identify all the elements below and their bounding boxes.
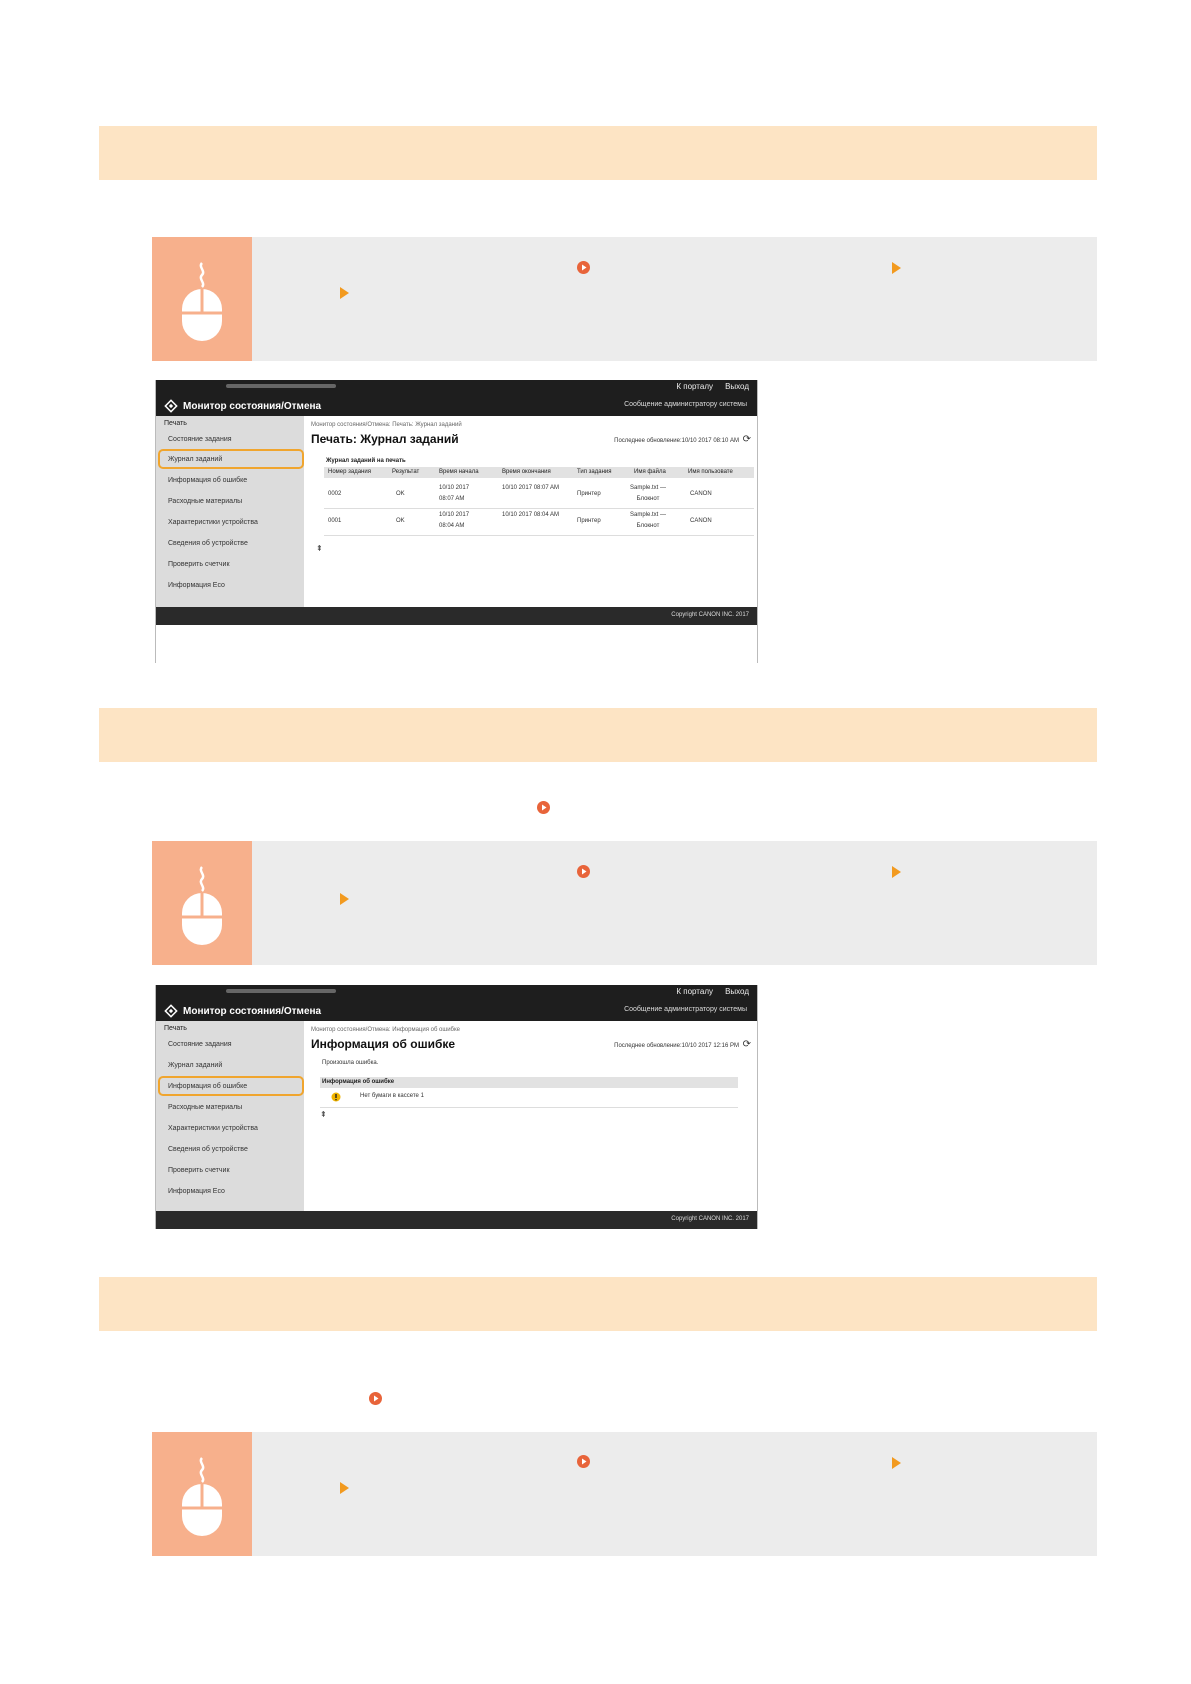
admin-message-link[interactable]: Сообщение администратору системы	[624, 401, 747, 408]
col-result: Результат	[392, 469, 420, 475]
top-bar	[156, 380, 757, 416]
footer	[156, 1211, 757, 1229]
tip-box	[152, 841, 1097, 965]
cell-file-name: Sample.txt — Блокнот	[629, 485, 666, 502]
circle-arrow-icon[interactable]	[368, 1391, 383, 1406]
cell-job-type: Принтер	[577, 491, 601, 497]
triangle-right-icon	[892, 262, 901, 274]
refresh-icon[interactable]: ⟳	[742, 434, 751, 445]
canon-diamond-logo-icon	[164, 1004, 178, 1018]
col-end-time: Время окончания	[502, 469, 551, 475]
section-header-band	[99, 126, 1097, 180]
col-file-name: Имя файла	[634, 469, 666, 475]
cell-user-name: CANON	[690, 518, 712, 524]
breadcrumb: Монитор состояния/Отмена: Печать: Журнал заданий	[311, 422, 462, 428]
portal-link[interactable]: К порталу	[676, 382, 713, 391]
cell-end-time: 10/10 2017 08:07 AM	[502, 485, 560, 491]
circle-arrow-icon[interactable]	[536, 800, 551, 815]
cell-job-number: 0001	[328, 518, 342, 524]
sidebar-item-eco-info[interactable]: Информация Eco	[168, 582, 225, 589]
copyright: Copyright CANON INC. 2017	[671, 612, 749, 618]
cell-user-name: CANON	[690, 491, 712, 497]
tip-icon-area	[152, 841, 252, 965]
sidebar-item-consumables[interactable]: Расходные материалы	[168, 1104, 243, 1111]
triangle-right-icon	[340, 893, 349, 905]
sidebar-item-job-status[interactable]: Состояние задания	[168, 436, 232, 443]
sidebar-item-device-features[interactable]: Характеристики устройства	[168, 1125, 258, 1132]
error-header: Информация об ошибке	[322, 1079, 395, 1085]
col-user-name: Имя пользовате	[688, 469, 733, 475]
blurred-device-name	[226, 989, 336, 993]
scroll-top-icon[interactable]: ⇞	[316, 544, 323, 553]
main-content	[304, 416, 757, 607]
section-header-band	[99, 1277, 1097, 1331]
triangle-right-icon	[892, 1457, 901, 1469]
col-job-number: Номер задания	[328, 469, 371, 475]
page-title: Печать: Журнал заданий	[311, 432, 459, 446]
sidebar-item-device-info[interactable]: Сведения об устройстве	[168, 540, 248, 547]
logout-link[interactable]: Выход	[725, 987, 749, 996]
sidebar-item-check-counter[interactable]: Проверить счетчик	[168, 1167, 230, 1174]
mouse-icon	[178, 1452, 226, 1540]
refresh-icon[interactable]: ⟳	[742, 1039, 751, 1050]
tip-icon-area	[152, 1432, 252, 1556]
sidebar-item-check-counter[interactable]: Проверить счетчик	[168, 561, 230, 568]
warning-icon	[331, 1092, 341, 1102]
portal-link[interactable]: К порталу	[676, 987, 713, 996]
sidebar-item-consumables[interactable]: Расходные материалы	[168, 498, 243, 505]
sidebar-heading: Печать	[164, 1025, 187, 1032]
scroll-top-icon[interactable]: ⇞	[320, 1110, 327, 1119]
triangle-right-icon	[340, 1482, 349, 1494]
table-caption: Журнал заданий на печать	[326, 458, 406, 464]
canon-diamond-logo-icon	[164, 399, 178, 413]
circle-arrow-icon[interactable]	[576, 1454, 591, 1469]
triangle-right-icon	[340, 287, 349, 299]
top-bar	[156, 985, 757, 1021]
cell-end-time: 10/10 2017 08:04 AM	[502, 512, 560, 518]
mouse-icon	[178, 257, 226, 345]
cell-result: OK	[396, 491, 405, 497]
app-title: Монитор состояния/Отмена	[183, 400, 322, 412]
last-update: Последнее обновление:10/10 2017 08:10 AM	[614, 438, 739, 444]
brand	[164, 1004, 321, 1018]
tip-box	[152, 237, 1097, 361]
circle-arrow-icon[interactable]	[576, 864, 591, 879]
sidebar-item-eco-info[interactable]: Информация Eco	[168, 1188, 225, 1195]
sidebar-item-error-info[interactable]: Информация об ошибке	[168, 477, 248, 484]
app-title: Монитор состояния/Отмена	[183, 1005, 322, 1017]
page-title: Информация об ошибке	[311, 1037, 456, 1051]
cell-start-time: 10/10 2017 08:04 AM	[439, 512, 470, 529]
copyright: Copyright CANON INC. 2017	[671, 1216, 749, 1222]
sidebar-item-device-info[interactable]: Сведения об устройстве	[168, 1146, 248, 1153]
col-start-time: Время начала	[439, 469, 479, 475]
last-update: Последнее обновление:10/10 2017 12:16 PM	[614, 1043, 739, 1049]
cell-file-name: Sample.txt — Блокнот	[629, 512, 666, 529]
breadcrumb: Монитор состояния/Отмена: Информация об ошибке	[311, 1027, 461, 1033]
cell-job-number: 0002	[328, 491, 342, 497]
sidebar	[156, 416, 304, 607]
sidebar-item-job-status[interactable]: Состояние задания	[168, 1041, 232, 1048]
row-divider	[324, 535, 754, 536]
row-divider	[324, 508, 754, 509]
screenshot-error-info	[155, 985, 758, 1229]
sidebar-item-job-log[interactable]: Журнал заданий	[168, 1062, 223, 1069]
row-divider	[320, 1107, 738, 1108]
footer	[156, 607, 757, 625]
tip-box	[152, 1432, 1097, 1556]
triangle-right-icon	[892, 866, 901, 878]
status-text: Произошла ошибка.	[322, 1060, 379, 1066]
brand	[164, 399, 321, 413]
admin-message-link[interactable]: Сообщение администратору системы	[624, 1006, 747, 1013]
sidebar	[156, 1021, 304, 1211]
section-header-band	[99, 708, 1097, 762]
logout-link[interactable]: Выход	[725, 382, 749, 391]
error-message: Нет бумаги в кассете 1	[360, 1093, 424, 1099]
sidebar-item-error-info[interactable]: Информация об ошибке	[168, 1083, 248, 1090]
cell-start-time: 10/10 2017 08:07 AM	[439, 485, 470, 502]
blurred-device-name	[226, 384, 336, 388]
main-content	[304, 1021, 757, 1211]
tip-icon-area	[152, 237, 252, 361]
sidebar-item-job-log[interactable]: Журнал заданий	[168, 456, 223, 463]
screenshot-job-log	[155, 380, 758, 663]
col-job-type: Тип задания	[577, 469, 612, 475]
circle-arrow-icon[interactable]	[576, 260, 591, 275]
sidebar-item-device-features[interactable]: Характеристики устройства	[168, 519, 258, 526]
sidebar-heading: Печать	[164, 420, 187, 427]
cell-result: OK	[396, 518, 405, 524]
cell-job-type: Принтер	[577, 518, 601, 524]
mouse-icon	[178, 861, 226, 949]
